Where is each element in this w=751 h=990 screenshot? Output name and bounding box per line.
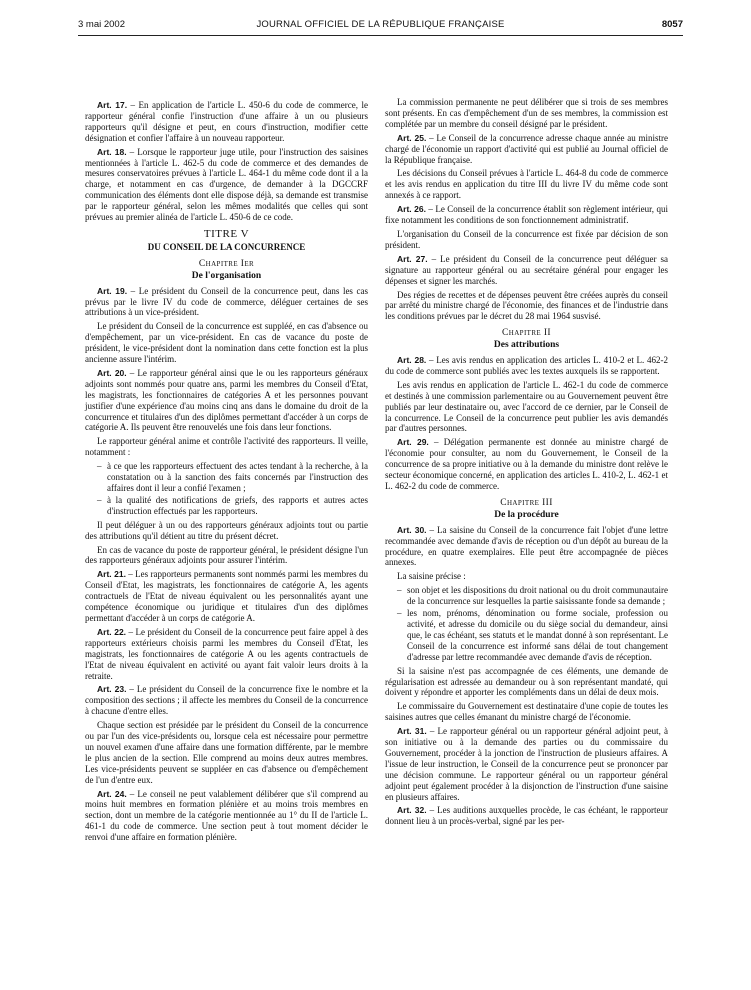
list-item: [85, 495, 368, 517]
paragraph: Les avis rendus en application de l'article L. 462-1 du code de commerce et destinés à une commission parlementaire ou au Gouvernement peuvent être publiés par leur destinataire ou, avec l'accord de ce dernier, par le Conseil de la concurrence. Le Conseil de la concurrence peut publier les avis demandés par d'autres personnes.: [385, 379, 668, 434]
article-27: [385, 254, 668, 287]
article-31: [385, 726, 668, 802]
paragraph: Si la saisine n'est pas accompagnée de ces éléments, une demande de régularisation est adressée au demandeur ou à son représentant mandaté, qui doivent y répondre et apporter les compléments dans un délai de deux mois.: [385, 665, 668, 698]
article-24: [85, 789, 368, 844]
list-item: [385, 608, 668, 663]
article-text: – Les avis rendus en application des articles L. 410-2 et L. 462-2 du code de commerce sont publiés avec les textes auxquels ils se rapportent.: [385, 355, 668, 376]
list-item: [85, 461, 368, 494]
article-29: [385, 437, 668, 492]
article-21: [85, 569, 368, 624]
article-text: – Les rapporteurs permanents sont nommés parmi les membres du Conseil d'Etat, les magistrats, les fonctionnaires de catégorie A, les agents contractuels de l'Etat de niveau équivalent ou les personnalités ayant une compétence économique ou juridique et titulaires d'un des diplômes permettant d'accéder à un corps de catégorie A.: [85, 569, 368, 623]
article-number: Art. 24.: [97, 788, 127, 799]
chapter-heading: Chapitre III: [500, 497, 553, 508]
article-number: Art. 31.: [397, 726, 427, 737]
article-number: Art. 30.: [397, 524, 427, 535]
titre-subheading: DU CONSEIL DE LA CONCURRENCE: [147, 241, 306, 252]
paragraph: Des régies de recettes et de dépenses peuvent être créées auprès du conseil par arrêté du ministre chargé de l'économie, des finances et de l'industrie dans les conditions prévues par le décret du 28 mai 1964 susvisé.: [385, 289, 668, 322]
article-30: [385, 525, 668, 569]
article-25: [385, 133, 668, 166]
article-text: – Le président du Conseil de la concurrence peut, dans les cas prévus par le livre IV du code de commerce, déléguer certaines de ses attributions à un vice-président.: [85, 285, 368, 318]
article-22: [85, 627, 368, 682]
article-20: [85, 368, 368, 433]
list-item-text: les nom, prénoms, dénomination ou forme sociale, profession ou activité, et adresse du domicile ou du siège social du demandeur, ainsi que, le cas échéant, ses statuts et le mandat donné à son représentant. Le Conseil de la concurrence est informé sans délai de tout changement d'adresse par lettre recommandée avec demande d'avis de réception.: [407, 608, 668, 662]
article-number: Art. 23.: [97, 684, 127, 695]
article-text: – Le président du Conseil de la concurrence peut déléguer sa signature au rapporteur général ou au secrétaire général pour engager les dépenses et signer les marchés.: [385, 253, 668, 286]
article-text: – Lorsque le rapporteur juge utile, pour l'instruction des saisines mentionnées à l'article L. 462-5 du code de commerce et des demandes de mesures conservatoires prévues à l'article L. 464-1 du même code dont il a la charge, et notamment en cas d'urgence, de demander à la DGCCRF communication des éléments dont elle dispose déjà, sa demande est transmise par le rapporteur général, selon les mêmes modalités que celles qui sont prévues au premier alinéa de l'article L. 450-6 de ce code.: [85, 146, 368, 223]
list-item-text: son objet et les dispositions du droit national ou du droit communautaire de la concurrence sur lesquelles la partie saisissante fonde sa demande ;: [407, 585, 668, 607]
paragraph: Il peut déléguer à un ou des rapporteurs généraux adjoints tout ou partie des attributions qu'il détient au titre du présent décret.: [85, 519, 368, 541]
article-number: Art. 28.: [397, 355, 427, 366]
article-text: – Délégation permanente est donnée au ministre chargé de l'économie pour consulter, au nom du Gouvernement, le Conseil de la concurrence de sa propre initiative ou à la demande du ministre dont relève le secteur économique concerné, en application des articles L. 410-2, L. 462-1 et L. 462-2 du code de commerce.: [385, 437, 668, 491]
right-column: [385, 97, 668, 830]
article-text: – Le rapporteur général ou un rapporteur général adjoint peut, à son initiative ou à la demande des parties ou du commissaire du Gouvernement, procéder à la jonction de l'instruction de plusieurs affaires. A l'issue de leur instruction, le Conseil de la concurrence peut se prononcer par une décision commune. Le rapporteur général ou un rapporteur général adjoint peut également procéder à la disjonction de l'instruction d'une saisine en plusieurs affaires.: [385, 726, 668, 802]
dash-list: [385, 585, 668, 662]
paragraph: Le rapporteur général anime et contrôle l'activité des rapporteurs. Il veille, notamment :: [85, 436, 368, 458]
article-17: [85, 100, 368, 144]
article-text: – La saisine du Conseil de la concurrence fait l'objet d'une lettre recommandée avec demande d'avis de réception ou d'un dépôt au bureau de la procédure, en quatre exemplaires. Elle peut être accompagnée de pièces annexes.: [385, 524, 668, 568]
header-rule: [78, 35, 683, 36]
article-text: – Le Conseil de la concurrence établit son règlement intérieur, qui fixe notamment les conditions de son fonctionnement administratif.: [385, 204, 668, 226]
paragraph: En cas de vacance du poste de rapporteur général, le président désigne l'un des rapporteurs généraux adjoints pour assurer l'intérim.: [85, 544, 368, 566]
header-date: 3 mai 2002: [78, 19, 126, 30]
article-28: [385, 355, 668, 377]
paragraph: L'organisation du Conseil de la concurrence est fixée par décision de son président.: [385, 228, 668, 250]
article-18: [85, 147, 368, 223]
article-number: Art. 20.: [97, 367, 127, 378]
dash-bullet: –: [397, 608, 402, 619]
article-number: Art. 19.: [97, 285, 128, 296]
dash-list: [85, 461, 368, 517]
article-text: – En application de l'article L. 450-6 du code de commerce, le rapporteur général confie l'instruction d'une affaire à un ou plusieurs rapporteurs qu'il désigne et peut, en cours d'instruction, modifier cette désignation et confier l'affaire à un nouveau rapporteur.: [85, 100, 368, 143]
article-number: Art. 32.: [397, 805, 427, 816]
chapter-title: Des attributions: [493, 340, 560, 351]
article-number: Art. 26.: [397, 204, 426, 215]
left-column: [85, 97, 368, 846]
chapter-title: De la procédure: [494, 509, 559, 520]
header-journal-title: JOURNAL OFFICIEL DE LA RÉPUBLIQUE FRANÇAISE: [256, 19, 505, 30]
article-19: [85, 286, 368, 319]
paragraph: Le président du Conseil de la concurrence est suppléé, en cas d'absence ou d'empêchement, par un vice-président. En cas de vacance du poste de président, le vice-président dont la nomination dans cette fonction est la plus ancienne assure l'intérim.: [85, 321, 368, 365]
article-text: – Le conseil ne peut valablement délibérer que s'il comprend au moins huit membres en formation plénière et au moins trois membres en section, dont un membre de la catégorie mentionnée au 1° du II de l'article L. 461-1 du code de commerce. Une section peut à tout moment décider le renvoi d'une affaire en formation plénière.: [85, 788, 368, 843]
article-number: Art. 21.: [97, 569, 126, 580]
article-text: – Le président du Conseil de la concurrence fixe le nombre et la composition des sections ; il affecte les membres du Conseil de la concurrence à chacune d'entre elles.: [85, 684, 368, 717]
article-number: Art. 27.: [397, 253, 428, 264]
list-item-text: à ce que les rapporteurs effectuent des actes tendant à la recherche, à la constatation ou à la sanction des faits concernés par l'instruction des affaires dont il leur a confié l'examen ;: [107, 461, 368, 493]
dash-bullet: –: [97, 494, 102, 505]
chapter-heading: Chapitre Ier: [198, 258, 255, 269]
article-23: [85, 684, 368, 717]
paragraph: La commission permanente ne peut délibérer que si trois de ses membres sont présents. En cas d'empêchement d'un de ses membres, la commission est complétée par un membre du conseil désigné par le président.: [385, 97, 668, 129]
header-page-number: 8057: [661, 19, 683, 30]
article-26: [385, 204, 668, 226]
chapter-title: De l'organisation: [191, 270, 262, 281]
dash-bullet: –: [97, 461, 102, 472]
article-text: – Les auditions auxquelles procède, le cas échéant, le rapporteur donnent lieu à un procès-verbal, signé par les per-: [385, 805, 668, 827]
paragraph: Le commissaire du Gouvernement est destinataire d'une copie de toutes les saisines autres que celles émanant du ministre chargé de l'économie.: [385, 701, 668, 723]
paragraph: La saisine précise :: [397, 571, 466, 582]
article-text: – Le président du Conseil de la concurrence peut faire appel à des rapporteurs extérieurs choisis parmi les membres du Conseil d'Etat, les magistrats, les fonctionnaires de catégorie A ou les agents contractuels de l'Etat de niveau équivalent en activité ou ayant fait valoir leurs droits à la retraite.: [85, 626, 368, 681]
article-number: Art. 29.: [397, 437, 429, 448]
list-item-text: à la qualité des notifications de griefs, des rapports et autres actes d'instruction effectués par les rapporteurs.: [107, 494, 368, 516]
article-text: – Le rapporteur général ainsi que le ou les rapporteurs généraux adjoints sont nommés pour quatre ans, parmi les membres du Conseil d'Etat, les magistrats, les fonctionnaires de catégories A et les personnes pouvant justifier d'une expérience d'au moins cinq ans dans le domaine du droit de la concurrence et titulaires d'un des diplômes permettant d'accéder à un corps de catégorie A. Ils peuvent être renouvelés une fois dans leur fonctions.: [85, 367, 368, 433]
list-item: [385, 585, 668, 607]
paragraph: Chaque section est présidée par le président du Conseil de la concurrence ou par l'un des vice-présidents ou, lorsque cela est nécessaire pour permettre un nouvel examen d'une affaire dans une formation différente, par le membre le plus ancien de la section. Elle comprend au moins deux autres membres. Les vice-présidents peuvent se suppléer en cas d'absence ou d'empêchement de l'un d'entre eux.: [85, 720, 368, 785]
article-number: Art. 22.: [97, 626, 127, 637]
article-32: [385, 805, 668, 827]
titre-heading: TITRE V: [203, 227, 250, 240]
dash-bullet: –: [397, 585, 402, 596]
chapter-heading: Chapitre II: [502, 328, 551, 339]
article-number: Art. 25.: [397, 132, 427, 143]
article-text: – Le Conseil de la concurrence adresse chaque année au ministre chargé de l'économie un rapport d'activité qui est publié au Journal officiel de la République française.: [385, 132, 668, 165]
paragraph: Les décisions du Conseil prévues à l'article L. 464-8 du code de commerce et les avis rendus en application du titre III du livre IV du même code sont annexés à ce rapport.: [385, 168, 668, 201]
article-number: Art. 18.: [97, 146, 127, 157]
page-header: [78, 19, 683, 33]
article-number: Art. 17.: [97, 100, 128, 110]
